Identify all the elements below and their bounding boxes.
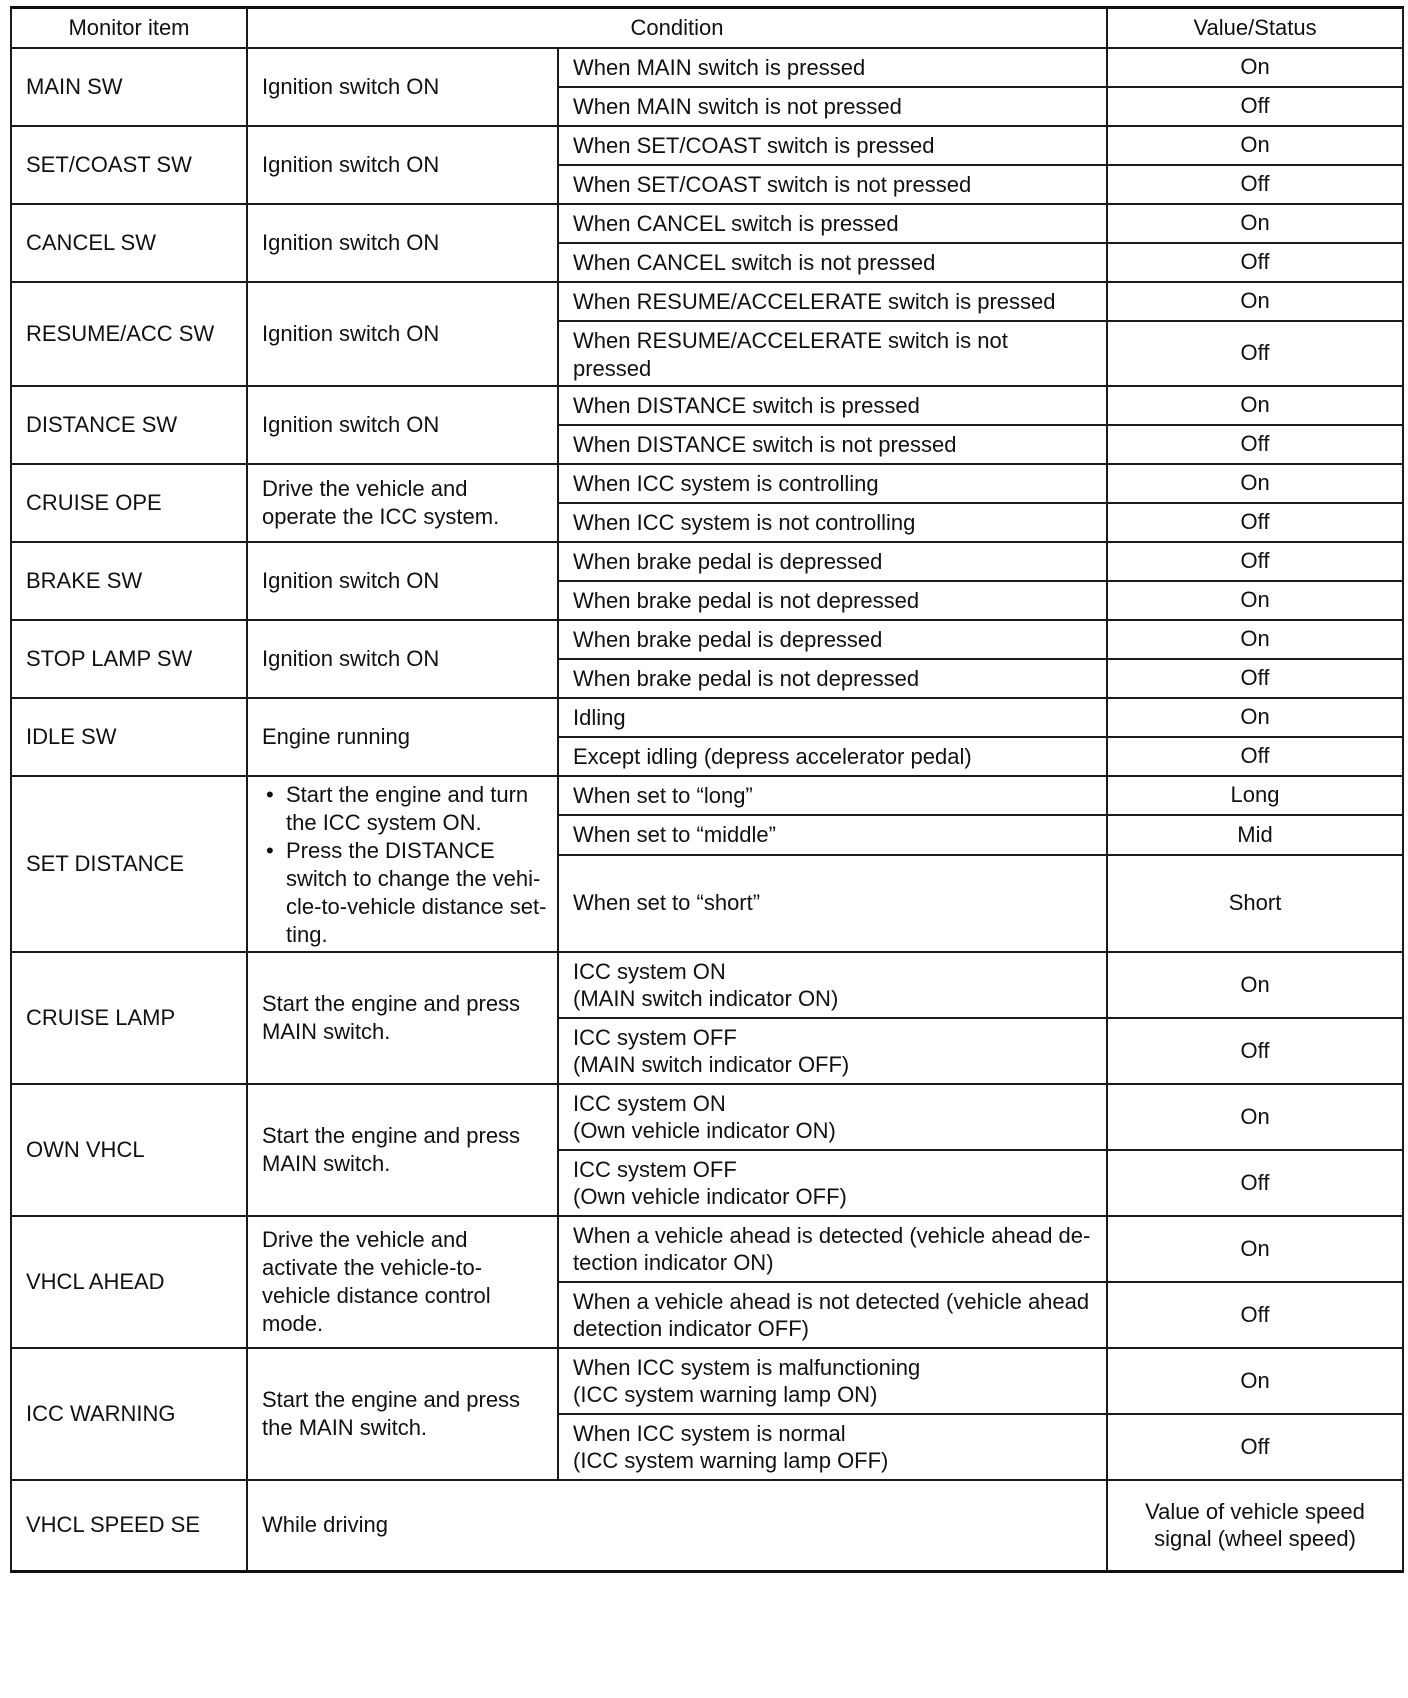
monitor-item-cell: VHCL SPEED SE <box>11 1480 247 1572</box>
condition-context-cell: Ignition switch ON <box>247 282 558 386</box>
table-row <box>11 1348 1403 1414</box>
table-row <box>11 1480 1403 1572</box>
value-status-cell: On <box>1107 204 1403 243</box>
value-status-cell: On <box>1107 1216 1403 1282</box>
value-status-cell: On <box>1107 1084 1403 1150</box>
condition-detail-cell: When ICC system is not controlling <box>558 503 1107 542</box>
monitor-item-cell: CRUISE LAMP <box>11 952 247 1084</box>
header-condition: Condition <box>247 8 1107 48</box>
value-status-cell: On <box>1107 282 1403 321</box>
table-row <box>11 698 1403 737</box>
monitor-item-cell: CANCEL SW <box>11 204 247 282</box>
condition-detail-cell: Except idling (depress accelerator pedal) <box>558 737 1107 776</box>
value-status-cell: Off <box>1107 243 1403 282</box>
value-status-cell: On <box>1107 620 1403 659</box>
monitor-item-cell: STOP LAMP SW <box>11 620 247 698</box>
monitor-item-cell: RESUME/ACC SW <box>11 282 247 386</box>
value-status-cell: Off <box>1107 87 1403 126</box>
value-status-cell: Off <box>1107 1018 1403 1084</box>
condition-context-cell: Ignition switch ON <box>247 542 558 620</box>
condition-detail-cell: When a vehicle ahead is not detected (vehicle ahead detection indicator OFF) <box>558 1282 1107 1348</box>
condition-detail-cell: ICC system OFF (MAIN switch indicator OFF) <box>558 1018 1107 1084</box>
condition-context-cell: Ignition switch ON <box>247 620 558 698</box>
table-row <box>11 204 1403 243</box>
condition-detail-cell: When brake pedal is depressed <box>558 542 1107 581</box>
table-row <box>11 952 1403 1018</box>
condition-detail-cell: When set to “long” <box>558 776 1107 816</box>
condition-context-cell: Drive the vehicle and operate the ICC system. <box>247 464 558 542</box>
condition-context-cell: While driving <box>247 1480 1107 1572</box>
condition-detail-cell: When set to “short” <box>558 855 1107 952</box>
condition-context-cell: Ignition switch ON <box>247 126 558 204</box>
condition-detail-cell: When SET/COAST switch is not pressed <box>558 165 1107 204</box>
value-status-cell: On <box>1107 386 1403 425</box>
condition-detail-cell: ICC system ON (MAIN switch indicator ON) <box>558 952 1107 1018</box>
condition-detail-cell: When DISTANCE switch is not pressed <box>558 425 1107 464</box>
condition-context-cell: Drive the vehicle and activate the vehicle-to-vehicle distance control mode. <box>247 1216 558 1348</box>
value-status-cell: On <box>1107 48 1403 87</box>
condition-detail-cell: When RESUME/ACCELERATE switch is not pressed <box>558 321 1107 386</box>
table-row <box>11 1084 1403 1150</box>
condition-bullet-item: • Start the engine and turn the ICC system ON. <box>262 781 549 837</box>
monitor-item-cell: VHCL AHEAD <box>11 1216 247 1348</box>
monitor-item-cell: DISTANCE SW <box>11 386 247 464</box>
value-status-cell: Mid <box>1107 815 1403 855</box>
table-row <box>11 126 1403 165</box>
table-header-row <box>11 8 1403 48</box>
table-body <box>11 48 1403 1572</box>
table-row <box>11 1216 1403 1282</box>
monitor-item-cell: CRUISE OPE <box>11 464 247 542</box>
value-status-cell: Off <box>1107 1282 1403 1348</box>
condition-detail-cell: When DISTANCE switch is pressed <box>558 386 1107 425</box>
value-status-cell: Off <box>1107 1150 1403 1216</box>
table-row <box>11 464 1403 503</box>
table-row <box>11 620 1403 659</box>
monitor-item-cell: ICC WARNING <box>11 1348 247 1480</box>
monitor-item-cell: SET/COAST SW <box>11 126 247 204</box>
condition-detail-cell: When CANCEL switch is pressed <box>558 204 1107 243</box>
condition-detail-cell: When ICC system is normal (ICC system warning lamp OFF) <box>558 1414 1107 1480</box>
condition-context-cell: Start the engine and press MAIN switch. <box>247 1084 558 1216</box>
condition-context-cell: Ignition switch ON <box>247 204 558 282</box>
value-status-cell: Value of vehicle speed signal (wheel speed) <box>1107 1480 1403 1572</box>
value-status-cell: Off <box>1107 321 1403 386</box>
condition-bullet-list <box>262 781 549 949</box>
condition-context-cell <box>247 776 558 952</box>
value-status-cell: Long <box>1107 776 1403 816</box>
value-status-cell: Short <box>1107 855 1403 952</box>
value-status-cell: On <box>1107 126 1403 165</box>
condition-detail-cell: When CANCEL switch is not pressed <box>558 243 1107 282</box>
value-status-cell: Off <box>1107 737 1403 776</box>
header-value-status: Value/Status <box>1107 8 1403 48</box>
value-status-cell: Off <box>1107 425 1403 464</box>
value-status-cell: On <box>1107 952 1403 1018</box>
condition-detail-cell: When RESUME/ACCELERATE switch is pressed <box>558 282 1107 321</box>
condition-detail-cell: When a vehicle ahead is detected (vehicle ahead de-tection indicator ON) <box>558 1216 1107 1282</box>
header-monitor-item: Monitor item <box>11 8 247 48</box>
table-row <box>11 282 1403 321</box>
condition-detail-cell: When SET/COAST switch is pressed <box>558 126 1107 165</box>
condition-context-cell: Ignition switch ON <box>247 386 558 464</box>
value-status-cell: Off <box>1107 542 1403 581</box>
value-status-cell: On <box>1107 698 1403 737</box>
condition-detail-cell: When set to “middle” <box>558 815 1107 855</box>
condition-detail-cell: When brake pedal is not depressed <box>558 581 1107 620</box>
monitor-item-cell: OWN VHCL <box>11 1084 247 1216</box>
monitor-item-cell: BRAKE SW <box>11 542 247 620</box>
condition-detail-cell: When brake pedal is depressed <box>558 620 1107 659</box>
monitor-item-cell: SET DISTANCE <box>11 776 247 952</box>
value-status-cell: Off <box>1107 659 1403 698</box>
condition-detail-cell: ICC system OFF (Own vehicle indicator OFF) <box>558 1150 1107 1216</box>
condition-detail-cell: Idling <box>558 698 1107 737</box>
condition-detail-cell: When MAIN switch is not pressed <box>558 87 1107 126</box>
condition-detail-cell: ICC system ON (Own vehicle indicator ON) <box>558 1084 1107 1150</box>
value-status-cell: Off <box>1107 503 1403 542</box>
condition-bullet-item: • Press the DISTANCE switch to change the vehi-cle-to-vehicle distance set-ting. <box>262 837 549 949</box>
table-row <box>11 542 1403 581</box>
monitor-item-cell: IDLE SW <box>11 698 247 776</box>
value-status-cell: Off <box>1107 165 1403 204</box>
condition-detail-cell: When MAIN switch is pressed <box>558 48 1107 87</box>
condition-detail-cell: When ICC system is malfunctioning (ICC system warning lamp ON) <box>558 1348 1107 1414</box>
monitor-item-cell: MAIN SW <box>11 48 247 126</box>
table-row <box>11 48 1403 87</box>
condition-context-cell: Ignition switch ON <box>247 48 558 126</box>
value-status-cell: On <box>1107 464 1403 503</box>
condition-detail-cell: When brake pedal is not depressed <box>558 659 1107 698</box>
condition-detail-cell: When ICC system is controlling <box>558 464 1107 503</box>
table-row <box>11 386 1403 425</box>
table-row <box>11 776 1403 816</box>
value-status-cell: On <box>1107 581 1403 620</box>
condition-context-cell: Start the engine and press the MAIN switch. <box>247 1348 558 1480</box>
condition-context-cell: Engine running <box>247 698 558 776</box>
value-status-cell: On <box>1107 1348 1403 1414</box>
condition-context-cell: Start the engine and press MAIN switch. <box>247 952 558 1084</box>
value-status-cell: Off <box>1107 1414 1403 1480</box>
monitor-data-table <box>10 6 1404 1573</box>
